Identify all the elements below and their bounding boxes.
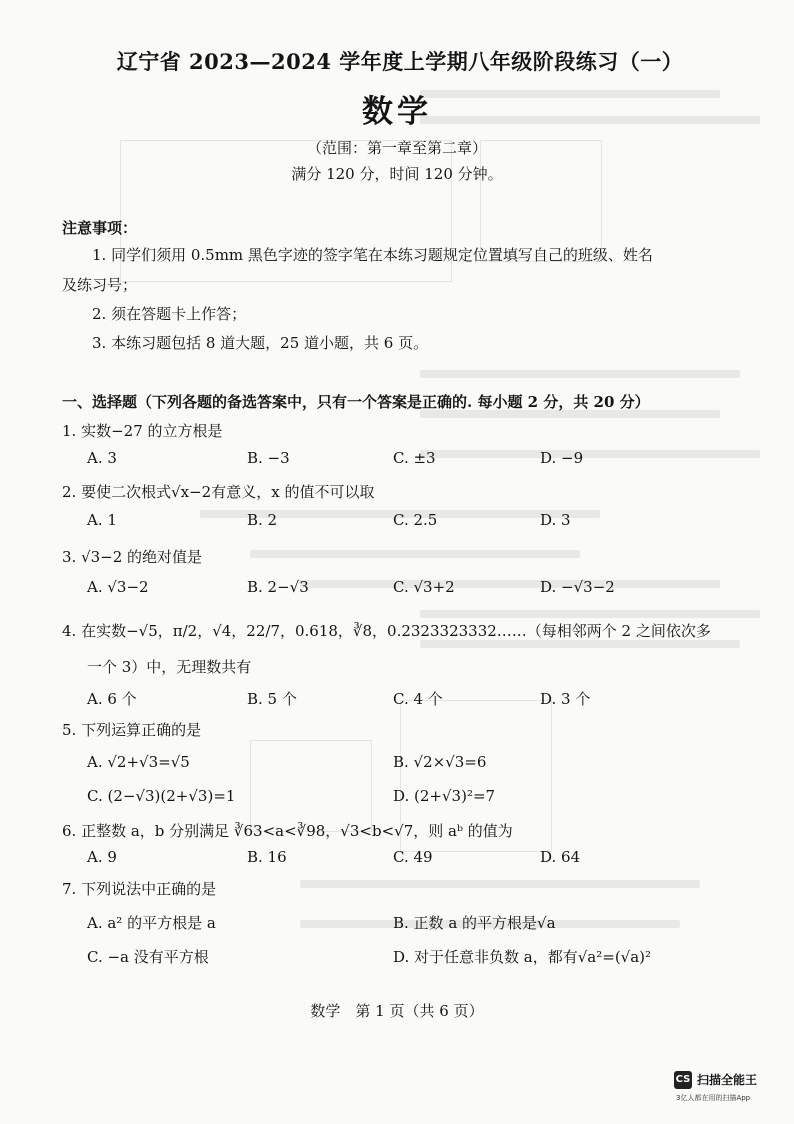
q2-option-c: C. 2.5 bbox=[393, 511, 438, 529]
q2-option-a: A. 1 bbox=[87, 511, 117, 529]
q6-option-c: C. 49 bbox=[393, 848, 433, 866]
question-2-stem: 2. 要使二次根式√x−2有意义，x 的值不可以取 bbox=[62, 483, 375, 501]
page-footer: 数学 第 1 页（共 6 页） bbox=[310, 1002, 484, 1020]
show-through-background bbox=[400, 80, 780, 980]
subject-title: 数学 bbox=[362, 94, 432, 130]
question-4-stem: 4. 在实数−√5，π/2，√4，22/7，0.618，∛8，0.2323323332……（每相邻两个 2 之间依次多 bbox=[62, 622, 711, 640]
q6-option-a: A. 9 bbox=[87, 848, 117, 866]
q6-option-b: B. 16 bbox=[247, 848, 287, 866]
note-1: 1. 同学们须用 0.5mm 黑色字迹的签字笔在本练习题规定位置填写自己的班级、姓名 bbox=[92, 246, 653, 264]
note-3: 3. 本练习题包括 8 道大题，25 道小题，共 6 页。 bbox=[92, 334, 429, 352]
question-7-stem: 7. 下列说法中正确的是 bbox=[62, 880, 217, 898]
q7-option-d: D. 对于任意非负数 a，都有√a²=(√a)² bbox=[393, 948, 652, 966]
note-1-cont: 及练习号； bbox=[62, 276, 138, 294]
q7-option-a: A. a² 的平方根是 a bbox=[87, 914, 216, 932]
q5-option-a: A. √2+√3=√5 bbox=[87, 753, 190, 771]
note-2: 2. 须在答题卡上作答； bbox=[92, 305, 247, 323]
question-6-stem: 6. 正整数 a，b 分别满足 ∛63<a<∛98，√3<b<√7，则 aᵇ 的值为 bbox=[62, 822, 513, 840]
q7-option-c: C. −a 没有平方根 bbox=[87, 948, 209, 966]
q1-option-c: C. ±3 bbox=[393, 449, 436, 467]
camscanner-logo-icon: CS bbox=[674, 1071, 692, 1089]
q4-option-a: A. 6 个 bbox=[87, 690, 137, 708]
q4-option-c: C. 4 个 bbox=[393, 690, 443, 708]
q1-option-b: B. −3 bbox=[247, 449, 290, 467]
scope-line: （范围：第一章至第二章） bbox=[306, 139, 487, 157]
question-3-stem: 3. √3−2 的绝对值是 bbox=[62, 548, 203, 566]
camscanner-name: 扫描全能王 bbox=[697, 1073, 758, 1087]
q4-option-d: D. 3 个 bbox=[540, 690, 591, 708]
q2-option-d: D. 3 bbox=[540, 511, 571, 529]
q5-option-b: B. √2×√3=6 bbox=[393, 753, 487, 771]
q3-option-b: B. 2−√3 bbox=[247, 578, 309, 596]
q5-option-d: D. (2+√3)²=7 bbox=[393, 787, 496, 805]
question-1-stem: 1. 实数−27 的立方根是 bbox=[62, 422, 223, 440]
camscanner-tagline: 3亿人都在用的扫描App bbox=[676, 1094, 751, 1102]
question-4-stem-cont: 一个 3）中，无理数共有 bbox=[87, 658, 252, 676]
q1-option-d: D. −9 bbox=[540, 449, 584, 467]
section1-heading: 一、选择题（下列各题的备选答案中，只有一个答案是正确的. 每小题 2 分，共 20 分） bbox=[62, 393, 650, 411]
q7-option-b: B. 正数 a 的平方根是√a bbox=[393, 914, 556, 932]
notes-heading: 注意事项： bbox=[62, 219, 138, 237]
q6-option-d: D. 64 bbox=[540, 848, 581, 866]
q3-option-d: D. −√3−2 bbox=[540, 578, 615, 596]
q4-option-b: B. 5 个 bbox=[247, 690, 297, 708]
q3-option-c: C. √3+2 bbox=[393, 578, 455, 596]
score-time-line: 满分 120 分，时间 120 分钟。 bbox=[291, 165, 503, 183]
question-5-stem: 5. 下列运算正确的是 bbox=[62, 721, 202, 739]
exam-title: 辽宁省 2023—2024 学年度上学期八年级阶段练习（一） bbox=[116, 49, 684, 74]
q2-option-b: B. 2 bbox=[247, 511, 278, 529]
q5-option-c: C. (2−√3)(2+√3)=1 bbox=[87, 787, 236, 805]
q3-option-a: A. √3−2 bbox=[87, 578, 149, 596]
q1-option-a: A. 3 bbox=[87, 449, 117, 467]
